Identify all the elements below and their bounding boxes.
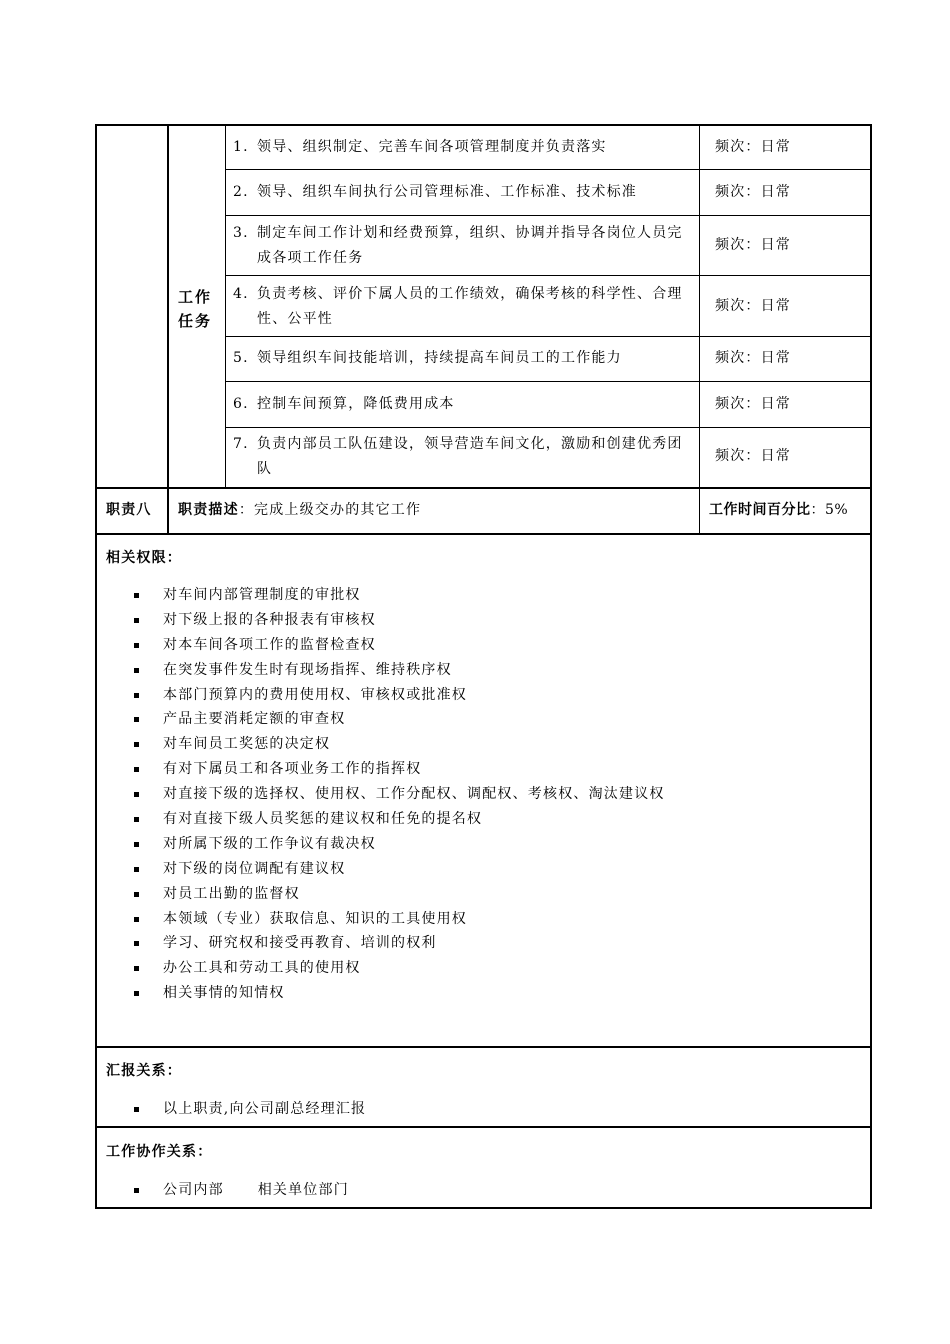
duty-description-label: 职责描述 bbox=[178, 502, 239, 518]
list-item: 学习、研究权和接受再教育、培训的权利 bbox=[133, 931, 665, 956]
task-item bbox=[233, 432, 695, 482]
list-item: 对所属下级的工作争议有裁决权 bbox=[133, 832, 665, 857]
bullet-icon bbox=[134, 792, 139, 797]
task-number: 5. bbox=[233, 350, 249, 366]
time-percentage-value: ：5% bbox=[810, 502, 849, 518]
duty-description-text: ：完成上级交办的其它工作 bbox=[238, 502, 422, 518]
list-item: 对员工出勤的监督权 bbox=[133, 882, 665, 907]
task-number: 6. bbox=[233, 396, 249, 412]
authority-list bbox=[133, 583, 665, 1006]
list-item: 对车间内部管理制度的审批权 bbox=[133, 583, 665, 608]
task-item bbox=[233, 392, 695, 417]
duty-description bbox=[178, 498, 421, 523]
bullet-icon bbox=[134, 842, 139, 847]
bullet-icon bbox=[134, 767, 139, 772]
task-text: 负责考核、评价下属人员的工作绩效，确保考核的科学性、合理性、公平性 bbox=[257, 286, 683, 327]
list-item: 对下级的岗位调配有建议权 bbox=[133, 857, 665, 882]
list-item: 相关事情的知情权 bbox=[133, 981, 665, 1006]
list-item: 有对直接下级人员奖惩的建议权和任免的提名权 bbox=[133, 807, 665, 832]
bullet-icon bbox=[134, 867, 139, 872]
bullet-icon bbox=[134, 966, 139, 971]
list-item: 对直接下级的选择权、使用权、工作分配权、调配权、考核权、淘汰建议权 bbox=[133, 782, 665, 807]
reporting-title: 汇报关系： bbox=[106, 1063, 182, 1079]
task-text: 制定车间工作计划和经费预算，组织、协调并指导各岗位人员完成各项工作任务 bbox=[257, 225, 683, 266]
list-item: 有对下属员工和各项业务工作的指挥权 bbox=[133, 757, 665, 782]
task-frequency: 频次：日常 bbox=[715, 350, 791, 366]
task-text: 领导、组织制定、完善车间各项管理制度并负责落实 bbox=[257, 139, 607, 155]
task-number: 1. bbox=[233, 139, 249, 155]
task-frequency: 频次：日常 bbox=[715, 396, 791, 412]
bullet-icon bbox=[134, 1188, 139, 1193]
row-divider bbox=[225, 427, 872, 428]
reporting-list bbox=[133, 1097, 366, 1122]
row-divider bbox=[225, 381, 872, 382]
list-item: 本部门预算内的费用使用权、审核权或批准权 bbox=[133, 683, 665, 708]
task-frequency: 频次：日常 bbox=[715, 298, 791, 314]
authority-title: 相关权限： bbox=[106, 550, 182, 566]
task-text: 领导、组织车间执行公司管理标准、工作标准、技术标准 bbox=[257, 184, 637, 200]
col-divider bbox=[167, 124, 169, 534]
col-divider bbox=[699, 124, 700, 534]
cooperation-list bbox=[133, 1178, 349, 1203]
list-item: 公司内部 相关单位部门 bbox=[133, 1178, 349, 1203]
task-text: 负责内部员工队伍建设，领导营造车间文化，激励和创建优秀团队 bbox=[257, 436, 683, 477]
task-frequency: 频次：日常 bbox=[715, 237, 791, 253]
bullet-icon bbox=[134, 941, 139, 946]
task-text: 控制车间预算，降低费用成本 bbox=[257, 396, 455, 412]
row-divider bbox=[95, 487, 872, 489]
list-item: 在突发事件发生时有现场指挥、维持秩序权 bbox=[133, 658, 665, 683]
task-frequency: 频次：日常 bbox=[715, 184, 791, 200]
task-frequency: 频次：日常 bbox=[715, 139, 791, 155]
task-item bbox=[233, 282, 695, 332]
tasks-label: 工作任务 bbox=[178, 288, 213, 330]
row-divider bbox=[225, 336, 872, 337]
list-item: 对车间员工奖惩的决定权 bbox=[133, 732, 665, 757]
col-divider bbox=[225, 124, 226, 488]
bullet-icon bbox=[134, 668, 139, 673]
task-number: 3. bbox=[233, 225, 249, 241]
time-percentage-label: 工作时间百分比 bbox=[709, 502, 811, 518]
task-item bbox=[233, 346, 695, 371]
list-item: 对本车间各项工作的监督检查权 bbox=[133, 633, 665, 658]
bullet-icon bbox=[134, 742, 139, 747]
bullet-icon bbox=[134, 643, 139, 648]
list-item: 以上职责,向公司副总经理汇报 bbox=[133, 1097, 366, 1122]
task-number: 2. bbox=[233, 184, 249, 200]
task-item bbox=[233, 180, 695, 205]
bullet-icon bbox=[134, 817, 139, 822]
task-item bbox=[233, 221, 695, 271]
bullet-icon bbox=[134, 717, 139, 722]
bullet-icon bbox=[134, 593, 139, 598]
list-item: 办公工具和劳动工具的使用权 bbox=[133, 956, 665, 981]
bullet-icon bbox=[134, 693, 139, 698]
list-item: 对下级上报的各种报表有审核权 bbox=[133, 608, 665, 633]
row-divider bbox=[95, 1126, 872, 1128]
row-divider bbox=[225, 275, 872, 276]
bullet-icon bbox=[134, 917, 139, 922]
bullet-icon bbox=[134, 991, 139, 996]
task-number: 7. bbox=[233, 436, 249, 452]
task-text: 领导组织车间技能培训，持续提高车间员工的工作能力 bbox=[257, 350, 622, 366]
list-item: 产品主要消耗定额的审查权 bbox=[133, 707, 665, 732]
duty-label: 职责八 bbox=[106, 502, 152, 518]
bullet-icon bbox=[134, 618, 139, 623]
row-divider bbox=[95, 1046, 872, 1048]
cooperation-title: 工作协作关系： bbox=[106, 1144, 213, 1160]
bullet-icon bbox=[134, 892, 139, 897]
task-number: 4. bbox=[233, 286, 249, 302]
row-divider bbox=[225, 169, 872, 170]
task-frequency: 频次：日常 bbox=[715, 448, 791, 464]
task-item bbox=[233, 135, 695, 160]
row-divider bbox=[225, 215, 872, 216]
bullet-icon bbox=[134, 1107, 139, 1112]
list-item: 本领域（专业）获取信息、知识的工具使用权 bbox=[133, 907, 665, 932]
row-divider bbox=[95, 533, 872, 535]
time-percentage bbox=[709, 498, 848, 523]
